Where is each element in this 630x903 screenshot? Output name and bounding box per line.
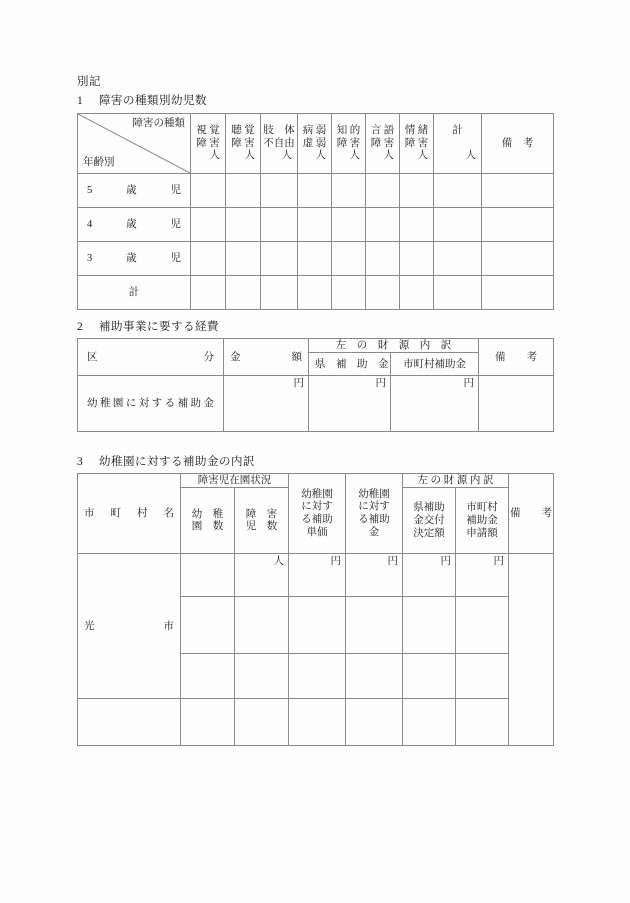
cell-municipality-name [78, 554, 181, 699]
header-unit: 人 [383, 150, 394, 162]
cell-age4-physical[interactable] [261, 208, 298, 242]
header-line-3: 申請額 [466, 527, 498, 539]
cell-prefecture-grant-r2[interactable] [403, 597, 456, 654]
cell-remarks[interactable] [479, 376, 554, 432]
column-header-category [78, 339, 224, 376]
section-1-number: 1 [77, 95, 84, 107]
cell-age4-remarks[interactable] [482, 208, 554, 242]
row-label-total [78, 276, 191, 310]
cell-subsidy-r2[interactable] [346, 597, 403, 654]
header-remarks-label: 備 考 [510, 508, 552, 519]
unit-yen: 円 [440, 556, 451, 568]
cell-unit-price-r2[interactable] [289, 597, 346, 654]
cell-age5-hearing[interactable] [226, 174, 261, 208]
cell-amount[interactable] [224, 376, 309, 432]
cell-municipal-request-r4[interactable] [456, 699, 509, 746]
cell-total-speech[interactable] [366, 276, 400, 310]
header-line-4: 単価 [306, 527, 328, 539]
column-header-remarks [482, 114, 554, 174]
cell-age4-health[interactable] [298, 208, 332, 242]
cell-age3-remarks[interactable] [482, 242, 554, 276]
cell-total-emotional[interactable] [400, 276, 434, 310]
header-line-1: 幼稚園 [301, 488, 333, 500]
cell-age3-visual[interactable] [191, 242, 226, 276]
cell-total-remarks[interactable] [482, 276, 554, 310]
header-line-3: る補助 [301, 514, 333, 526]
header-municipal-label: 市町村補助金 [403, 358, 466, 370]
column-header-prefecture-subsidy [309, 353, 391, 376]
cell-age3-emotional[interactable] [400, 242, 434, 276]
cell-age5-intellectual[interactable] [332, 174, 366, 208]
cell-age5-visual[interactable] [191, 174, 226, 208]
table-project-expenses [77, 338, 554, 432]
cell-age3-intellectual[interactable] [332, 242, 366, 276]
column-header-kindergarten-count [181, 488, 235, 554]
cell-kindergarten-count-r4[interactable] [181, 699, 235, 746]
header-line-1: 市町村 [466, 502, 498, 514]
section-2-heading [77, 320, 219, 335]
cell-municipal-request-r1[interactable] [456, 554, 509, 597]
section-1-heading [77, 94, 207, 109]
corner-diagonal-header [78, 114, 191, 174]
table-row [78, 699, 554, 746]
cell-disabled-children-count-r3[interactable] [235, 654, 289, 699]
header-unit: 人 [281, 150, 292, 162]
document-label: 別記 [77, 76, 101, 88]
cell-age5-physical[interactable] [261, 174, 298, 208]
header-total-unit: 人 [465, 150, 476, 162]
corner-label-column: 障害の種類 [132, 118, 185, 129]
column-header-remarks [509, 474, 554, 554]
header-line-1: 聴 覚 [231, 124, 255, 136]
header-unit: 人 [417, 150, 428, 162]
cell-disabled-children-count-r4[interactable] [235, 699, 289, 746]
column-header-municipality [78, 474, 181, 554]
column-header-disabled-children-count [235, 488, 289, 554]
column-header-hearing-impairment [226, 114, 261, 174]
header-line-1: 言 語 [370, 124, 395, 136]
row-label-text: 4 歳 児 [87, 218, 181, 230]
header-line-2: 園 数 [191, 521, 224, 533]
cell-age3-total[interactable] [434, 242, 482, 276]
municipality-name-text: 光 市 [84, 620, 174, 632]
cell-total-physical[interactable] [261, 276, 298, 310]
header-unit: 人 [244, 150, 255, 162]
cell-municipal-request-r3[interactable] [456, 654, 509, 699]
cell-disabled-children-count-r2[interactable] [235, 597, 289, 654]
cell-age3-hearing[interactable] [226, 242, 261, 276]
header-line-2: 不自由 [263, 137, 295, 149]
table-row [78, 276, 554, 310]
cell-age5-remarks[interactable] [482, 174, 554, 208]
header-remarks-label: 備 考 [501, 137, 534, 149]
row-label-text: 幼稚園に対する補助金 [87, 398, 214, 410]
header-prefecture-label: 県 補 助 金 [315, 358, 389, 370]
section-3-title: 幼稚園に対する補助金の内訳 [99, 456, 255, 468]
table-row [78, 242, 554, 276]
header-line-3: る補助 [358, 514, 390, 526]
header-line-1: 情 緒 [404, 124, 429, 136]
row-label-age-3 [78, 242, 191, 276]
cell-age3-speech[interactable] [366, 242, 400, 276]
row-label-age-4 [78, 208, 191, 242]
table-disabled-children-by-type [77, 113, 554, 310]
section-3-heading [77, 455, 255, 470]
unit-yen: 円 [330, 556, 341, 568]
table-subsidy-breakdown [77, 473, 554, 746]
column-header-unit-price [289, 474, 346, 554]
cell-unit-price-r3[interactable] [289, 654, 346, 699]
header-source-label: 左 の 財 源 内 訳 [335, 340, 452, 351]
diagonal-split-cell [78, 114, 190, 173]
header-municipality-label: 市 町 村 名 [84, 508, 174, 519]
column-header-amount [224, 339, 309, 376]
cell-unit-price-r4[interactable] [289, 699, 346, 746]
cell-age4-hearing[interactable] [226, 208, 261, 242]
column-header-prefecture-grant [403, 488, 456, 554]
header-line-1: 病 弱 [302, 124, 327, 136]
header-amount-label: 金 額 [230, 351, 302, 363]
cell-age5-speech[interactable] [366, 174, 400, 208]
header-source-label: 左 の 財 源 内 訳 [417, 475, 494, 486]
cell-age4-visual[interactable] [191, 208, 226, 242]
table-row [78, 376, 554, 432]
cell-municipality-name-r4[interactable] [78, 699, 181, 746]
table-row [78, 174, 554, 208]
cell-prefecture-subsidy[interactable] [309, 376, 391, 432]
header-line-2: 障 害 [370, 137, 395, 149]
header-line-1: 肢 体 [263, 124, 295, 136]
row-label-text: 3 歳 児 [87, 252, 181, 264]
header-line-1: 障 害 [245, 508, 278, 520]
row-label-age-5 [78, 174, 191, 208]
header-line-1: 県補助 [413, 502, 445, 514]
header-unit: 人 [209, 150, 220, 162]
column-header-municipal-request [456, 488, 509, 554]
cell-kindergarten-count-r3[interactable] [181, 654, 235, 699]
column-header-health-impairment [298, 114, 332, 174]
column-header-visual-impairment [191, 114, 226, 174]
column-header-source-breakdown [309, 339, 479, 353]
cell-kindergarten-count-r1[interactable] [181, 554, 235, 597]
cell-unit-price-r1[interactable] [289, 554, 346, 597]
corner-label-row: 年齢別 [83, 156, 115, 168]
header-line-1: 幼 稚 [191, 508, 224, 520]
cell-subsidy-r3[interactable] [346, 654, 403, 699]
cell-age3-health[interactable] [298, 242, 332, 276]
column-header-source-breakdown [403, 474, 509, 488]
table-row-header [78, 114, 554, 174]
header-line-2: 補助金 [466, 515, 498, 527]
column-header-subsidy-amount [346, 474, 403, 554]
cell-age5-total[interactable] [434, 174, 482, 208]
column-header-total [434, 114, 482, 174]
cell-total-total[interactable] [434, 276, 482, 310]
header-enrollment-label: 障害児在園状況 [197, 475, 272, 486]
header-line-1: 知 的 [336, 124, 361, 136]
cell-disabled-children-count-r1[interactable] [235, 554, 289, 597]
section-2-number: 2 [77, 321, 84, 333]
header-unit: 人 [315, 150, 326, 162]
cell-kindergarten-count-r2[interactable] [181, 597, 235, 654]
row-label-kindergarten-subsidy [78, 376, 224, 432]
header-total-label: 計 [452, 124, 463, 136]
cell-total-visual[interactable] [191, 276, 226, 310]
cell-municipal-request-r2[interactable] [456, 597, 509, 654]
section-3-number: 3 [77, 456, 84, 468]
table-row [78, 208, 554, 242]
section-2-title: 補助事業に要する経費 [99, 321, 219, 333]
cell-prefecture-grant-r3[interactable] [403, 654, 456, 699]
header-line-1: 視 覚 [196, 124, 220, 136]
column-header-emotional-disorder [400, 114, 434, 174]
column-header-remarks [479, 339, 554, 376]
header-line-2: 障 害 [336, 137, 361, 149]
header-line-2: 虚 弱 [302, 137, 327, 149]
cell-prefecture-grant-r4[interactable] [403, 699, 456, 746]
column-header-physical-disability [261, 114, 298, 174]
column-header-enrollment-status [181, 474, 289, 488]
table-row-header [78, 339, 554, 353]
cell-total-health[interactable] [298, 276, 332, 310]
header-line-4: 金 [368, 527, 380, 539]
header-unit: 人 [349, 150, 360, 162]
unit-yen: 円 [387, 556, 398, 568]
column-header-speech-disorder [366, 114, 400, 174]
header-line-2: に対す [301, 501, 333, 513]
cell-age5-emotional[interactable] [400, 174, 434, 208]
column-header-intellectual-disability [332, 114, 366, 174]
cell-prefecture-grant-r1[interactable] [403, 554, 456, 597]
unit-people: 人 [273, 556, 284, 568]
header-category-label: 区 分 [87, 351, 214, 363]
unit-yen: 円 [463, 378, 474, 390]
cell-subsidy-r1[interactable] [346, 554, 403, 597]
cell-age4-emotional[interactable] [400, 208, 434, 242]
header-line-2: 障 害 [231, 137, 255, 149]
cell-age4-speech[interactable] [366, 208, 400, 242]
column-header-municipal-subsidy [391, 353, 479, 376]
cell-municipal-subsidy[interactable] [391, 376, 479, 432]
section-1-title: 障害の種類別幼児数 [99, 95, 207, 107]
cell-total-intellectual[interactable] [332, 276, 366, 310]
cell-age4-intellectual[interactable] [332, 208, 366, 242]
header-line-2: に対す [358, 501, 390, 513]
cell-total-hearing[interactable] [226, 276, 261, 310]
table-row [78, 554, 554, 597]
header-line-2: 障 害 [196, 137, 220, 149]
cell-age3-physical[interactable] [261, 242, 298, 276]
cell-age4-total[interactable] [434, 208, 482, 242]
cell-age5-health[interactable] [298, 174, 332, 208]
unit-yen: 円 [493, 556, 504, 568]
row-label-text: 計 [128, 286, 140, 298]
unit-yen: 円 [375, 378, 386, 390]
header-line-1: 幼稚園 [358, 488, 390, 500]
table-row-header [78, 474, 554, 488]
header-line-2: 障 害 [404, 137, 429, 149]
row-label-text: 5 歳 児 [87, 184, 181, 196]
header-line-2: 金交付 [413, 515, 445, 527]
header-line-3: 決定額 [413, 527, 445, 539]
header-line-2: 児 数 [245, 521, 278, 533]
cell-remarks[interactable] [509, 554, 554, 746]
cell-subsidy-r4[interactable] [346, 699, 403, 746]
header-remarks-label: 備 考 [495, 351, 537, 363]
unit-yen: 円 [293, 378, 304, 390]
